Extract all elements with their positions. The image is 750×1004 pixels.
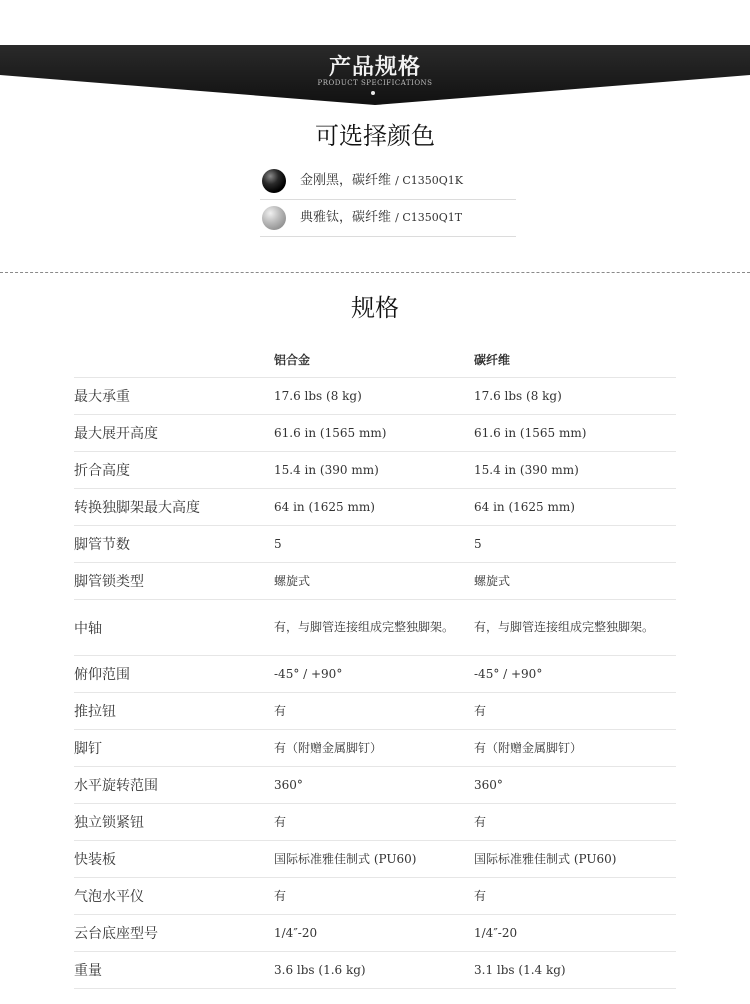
spec-carbon-value: 国际标准雅佳制式 (PU60): [474, 841, 676, 878]
spec-aluminum-value: 360°: [274, 767, 474, 804]
spec-label: 云台底座型号: [74, 915, 274, 952]
table-row: [74, 693, 676, 730]
color-option-black: [260, 163, 516, 200]
black-swatch-icon: [262, 169, 286, 193]
specs-header-row: [74, 341, 676, 378]
spec-carbon-value: 有: [474, 693, 676, 730]
color-code: / C1350Q1T: [395, 211, 463, 224]
table-row: [74, 952, 676, 989]
spec-carbon-value: 360°: [474, 767, 676, 804]
spec-aluminum-value: 有，与脚管连接组成完整独脚架。: [274, 600, 474, 656]
spec-aluminum-value: -45° / +90°: [274, 656, 474, 693]
header-aluminum: 铝合金: [274, 341, 474, 378]
spec-carbon-value: 5: [474, 526, 676, 563]
spec-label: 重量: [74, 952, 274, 989]
spec-carbon-value: 有: [474, 804, 676, 841]
spec-label: 气泡水平仪: [74, 878, 274, 915]
spec-carbon-value: 有（附赠金属脚钉）: [474, 730, 676, 767]
color-name: 金刚黑，碳纤维: [300, 173, 392, 188]
spec-aluminum-value: 螺旋式: [274, 563, 474, 600]
spec-label: 快装板: [74, 841, 274, 878]
spec-carbon-value: 有，与脚管连接组成完整独脚架。: [474, 600, 676, 656]
spec-aluminum-value: 3.6 lbs (1.6 kg): [274, 952, 474, 989]
spec-label: 脚管节数: [74, 526, 274, 563]
banner-dot-icon: [371, 91, 375, 95]
spec-aluminum-value: 有: [274, 693, 474, 730]
spec-aluminum-value: 5: [274, 526, 474, 563]
table-row: [74, 526, 676, 563]
table-row: [74, 767, 676, 804]
table-row: [74, 878, 676, 915]
specs-title: 规格: [351, 294, 399, 322]
spec-carbon-value: 17.6 lbs (8 kg): [474, 378, 676, 415]
banner-title: 产品规格: [328, 55, 421, 80]
table-row: [74, 452, 676, 489]
spec-carbon-value: 螺旋式: [474, 563, 676, 600]
spec-carbon-value: 3.1 lbs (1.4 kg): [474, 952, 676, 989]
spec-aluminum-value: 国际标准雅佳制式 (PU60): [274, 841, 474, 878]
table-row: [74, 563, 676, 600]
spec-carbon-value: 有: [474, 878, 676, 915]
spec-label: 推拉钮: [74, 693, 274, 730]
spec-label: 俯仰范围: [74, 656, 274, 693]
table-row: [74, 489, 676, 526]
spec-label: 脚钉: [74, 730, 274, 767]
table-row: [74, 915, 676, 952]
spec-carbon-value: 1/4″-20: [474, 915, 676, 952]
spec-label: 折合高度: [74, 452, 274, 489]
spec-aluminum-value: 有: [274, 804, 474, 841]
table-row: [74, 804, 676, 841]
color-name: 典雅钛，碳纤维: [300, 210, 392, 225]
spec-aluminum-value: 1/4″-20: [274, 915, 474, 952]
titanium-swatch-icon: [262, 206, 286, 230]
table-row: [74, 378, 676, 415]
spec-label: 最大承重: [74, 378, 274, 415]
spec-label: 最大展开高度: [74, 415, 274, 452]
table-row: [74, 600, 676, 656]
spec-aluminum-value: 17.6 lbs (8 kg): [274, 378, 474, 415]
colors-title: 可选择颜色: [315, 122, 435, 150]
table-row: [74, 656, 676, 693]
section-divider: [0, 272, 750, 273]
spec-label: 转换独脚架最大高度: [74, 489, 274, 526]
header-label: [74, 341, 274, 378]
spec-label: 独立锁紧钮: [74, 804, 274, 841]
color-option-titanium: [260, 200, 516, 237]
color-code: / C1350Q1K: [395, 174, 464, 187]
color-option-label: [300, 200, 462, 236]
table-row: [74, 415, 676, 452]
spec-aluminum-value: 15.4 in (390 mm): [274, 452, 474, 489]
banner-subtitle: PRODUCT SPECIFICATIONS: [317, 79, 433, 87]
spec-label: 水平旋转范围: [74, 767, 274, 804]
spec-aluminum-value: 有（附赠金属脚钉）: [274, 730, 474, 767]
spec-label: 脚管锁类型: [74, 563, 274, 600]
spec-aluminum-value: 61.6 in (1565 mm): [274, 415, 474, 452]
spec-label: 中轴: [74, 600, 274, 656]
spec-carbon-value: 64 in (1625 mm): [474, 489, 676, 526]
spec-carbon-value: -45° / +90°: [474, 656, 676, 693]
spec-carbon-value: 61.6 in (1565 mm): [474, 415, 676, 452]
table-row: [74, 730, 676, 767]
header-carbon: 碳纤维: [474, 341, 676, 378]
spec-aluminum-value: 有: [274, 878, 474, 915]
spec-aluminum-value: 64 in (1625 mm): [274, 489, 474, 526]
color-option-label: [300, 163, 463, 199]
table-row: [74, 841, 676, 878]
spec-carbon-value: 15.4 in (390 mm): [474, 452, 676, 489]
specs-table: [74, 341, 676, 989]
